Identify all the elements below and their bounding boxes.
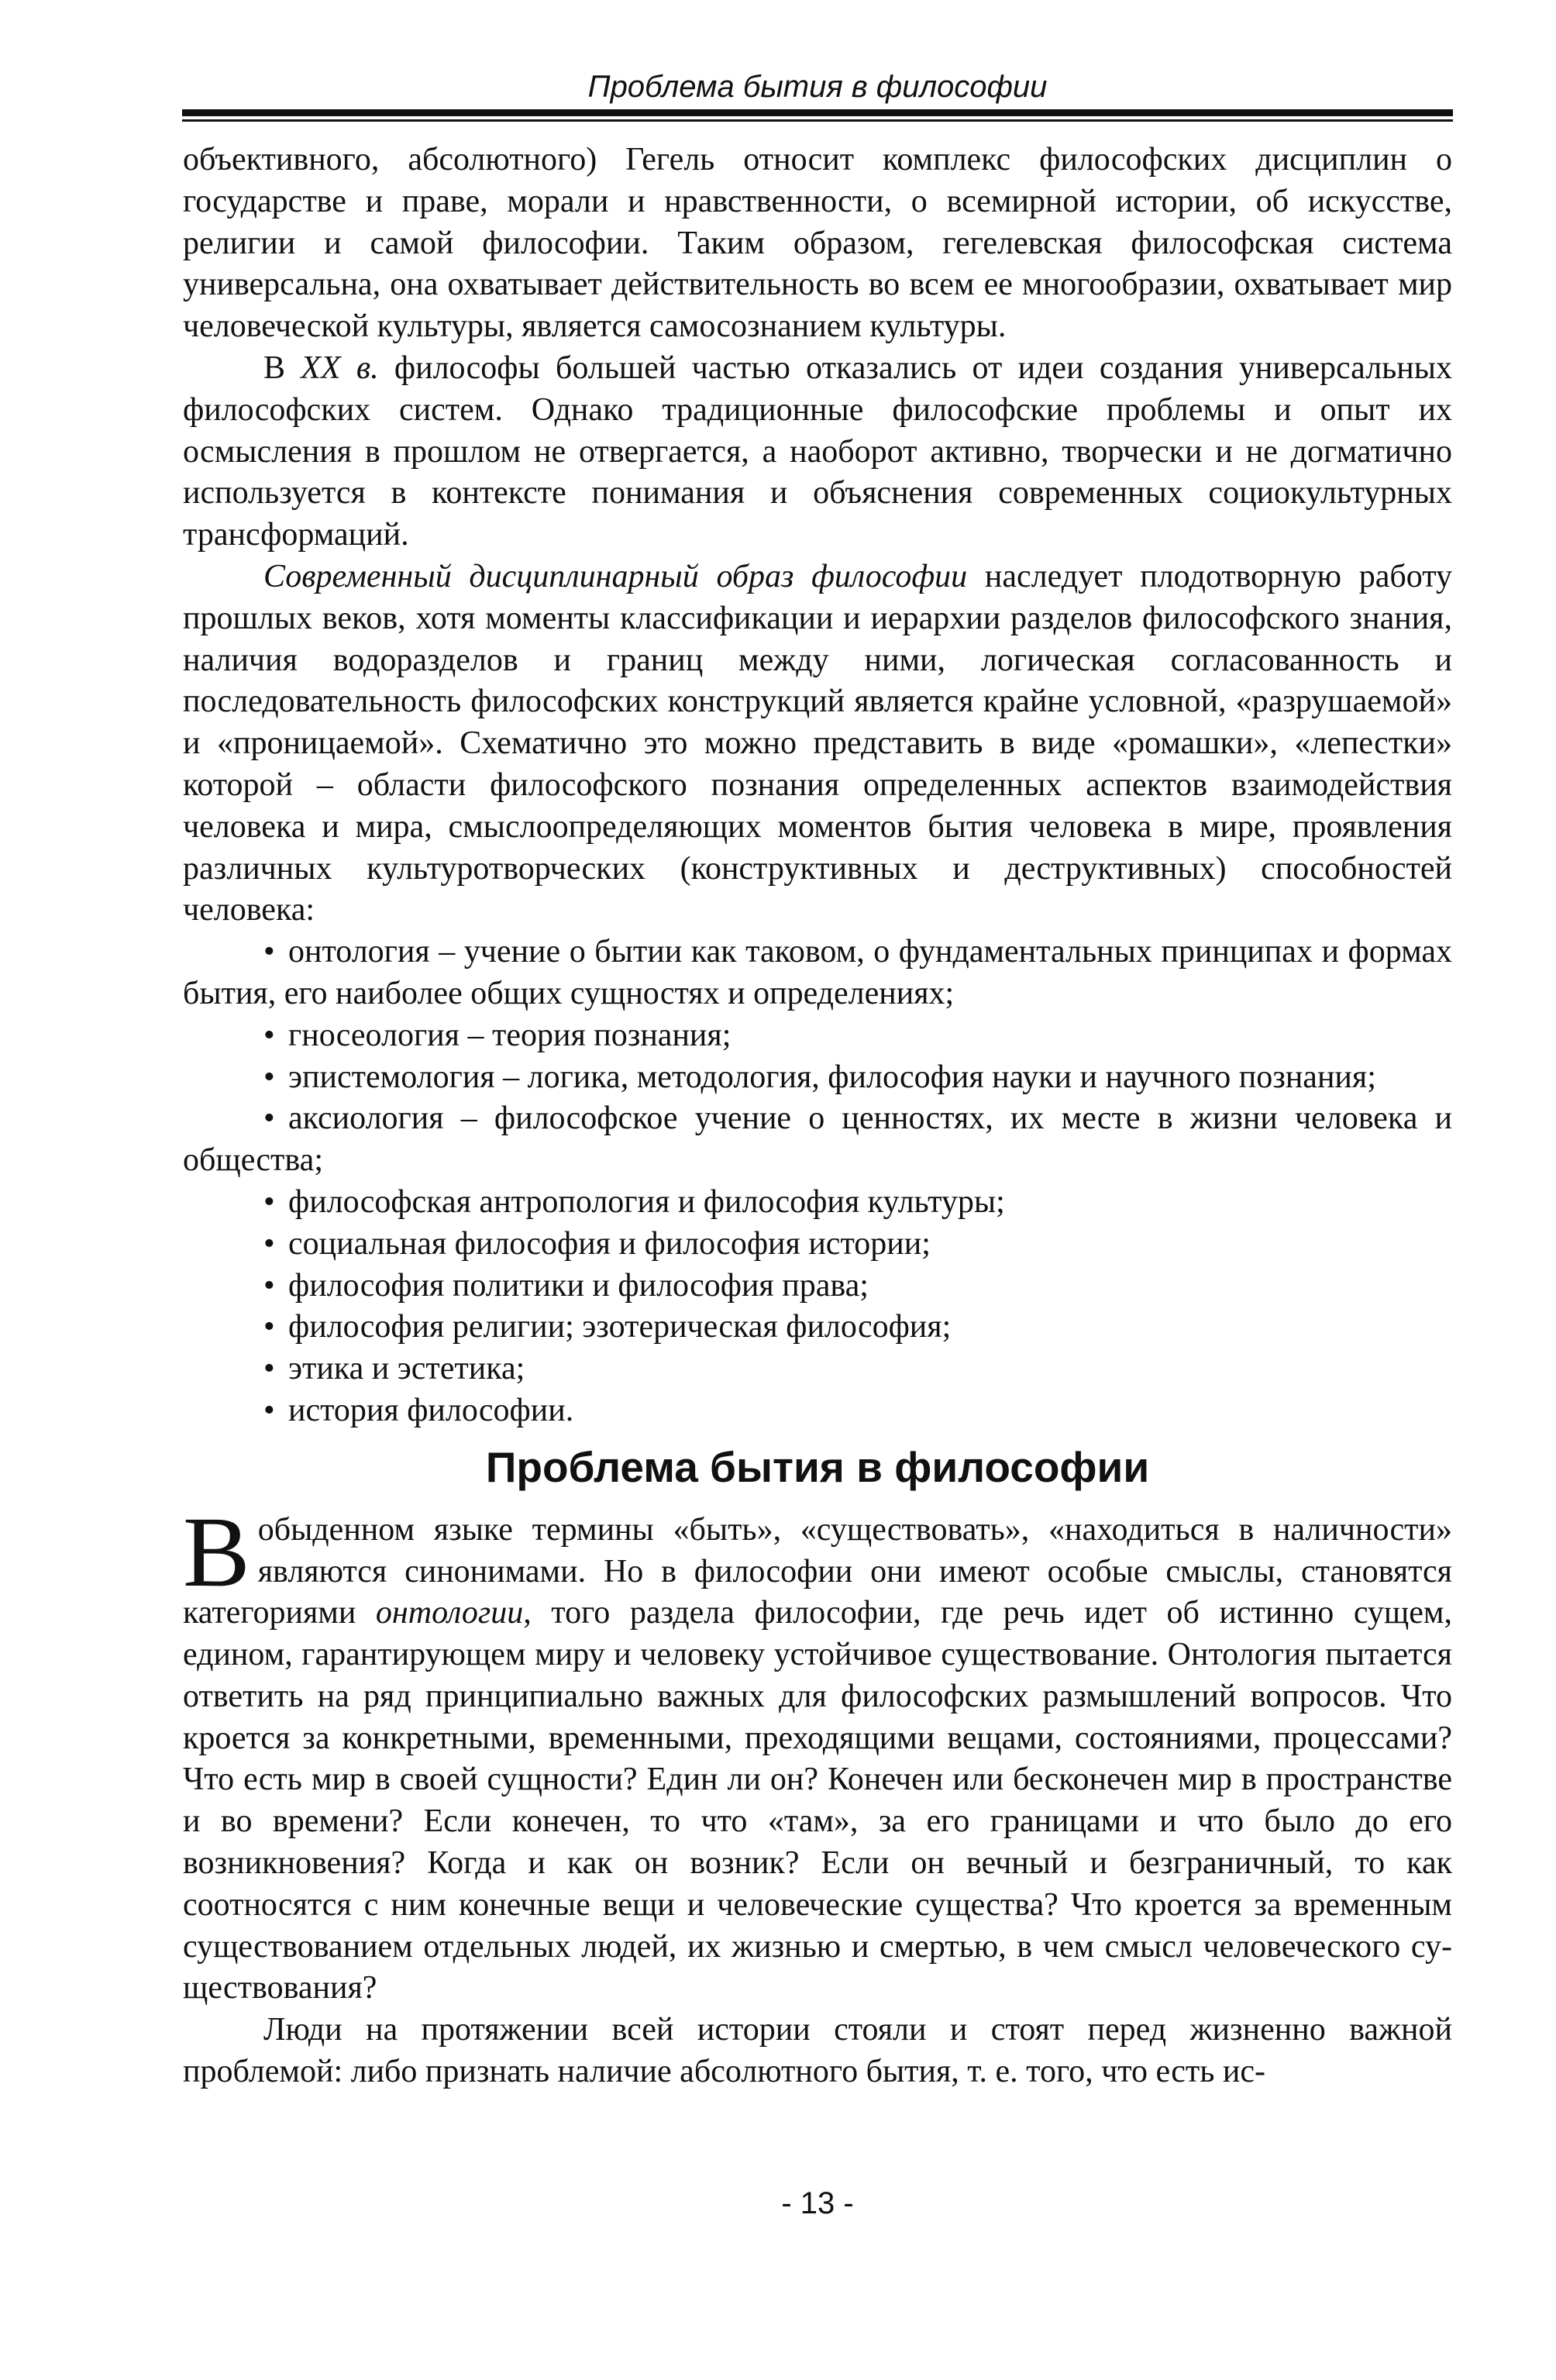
- paragraph-2-text: философы большей частью отказались от идеи создания универсальных философских систем. Однако традиционные философские проблемы и опыт их осмысления в прошлом не отвергается, а наоборот активно, творчески и не догматично используется в контексте понимания и объяснения современных социокультурных трансформаций.: [183, 350, 1453, 553]
- list-item: • философия религии; эзотерическая философия;: [183, 1307, 1452, 1348]
- list-item: • социальная философия и философия истории;: [183, 1224, 1452, 1266]
- bullet-icon: •: [263, 1351, 275, 1387]
- running-head: Проблема бытия в философии: [587, 70, 1048, 104]
- page-body: [183, 139, 1452, 2093]
- bullet-icon: •: [263, 1309, 275, 1345]
- paragraph-3: [183, 556, 1452, 932]
- paragraph-3-term: Современный дисциплинарный образ философии: [263, 558, 968, 594]
- bullet-icon: •: [263, 1225, 275, 1262]
- header-rule-thin: [182, 119, 1453, 122]
- list-item: • аксиология – философское учение о ценностях, их месте в жизни человека и общества;: [183, 1098, 1452, 1182]
- bullet-icon: •: [263, 1017, 275, 1053]
- bullet-icon: •: [263, 934, 275, 970]
- paragraph-4-start: обыденном языке термины «быть», «существовать», «находиться в наличности» являются синонимами. Но в философии они имеют особые смыслы, становятся категориями: [183, 1511, 1452, 1631]
- list-item: • философия политики и философия права;: [183, 1266, 1452, 1307]
- bullet-list: [183, 932, 1452, 1432]
- bullet-icon: •: [263, 1183, 275, 1220]
- century-label: XX в.: [301, 350, 379, 386]
- list-item: • гносеология – теория познания;: [183, 1015, 1452, 1057]
- paragraph-4-text: , того раздела философии, где речь идет об истинно сущем, едином, гарантирующем миру и человеку устойчивое существование. Онтология пытается ответить на ряд принципиально важных для философских размышлений вопросов. Что кроется за конкретными, временными, преходящими вещами, состояниями, процессами? Что есть мир в своей сущности? Един ли он? Конечен или бесконечен мир в пространстве и во времени? Если конечен, то что «там», за его границами и что было до его возникновения? Когда и как он возник? Если он вечный и безграничный, то как соотносятся с ним конечные вещи и человеческие существа? Что кроется за временным существованием отдельных людей, их жизнью и смертью, в чем смысл человеческого существования?: [183, 1595, 1452, 2006]
- paragraph-1: объективного, абсолютного) Гегель относит комплекс философских дисциплин о государстве и праве, морали и нравственности, о всемирной истории, об искусстве, религии и самой философии. Таким образом, гегелевская философская система универсальна, она охватывает действительность во всем ее многообразии, охватывает мир человеческой культуры, является самосознанием культуры.: [183, 142, 1452, 345]
- list-item: • онтология – учение о бытии как таковом, о фундаментальных принципах и формах бытия, его наиболее общих сущностях и определениях;: [183, 932, 1452, 1015]
- header-rule-thick: [182, 109, 1453, 116]
- bullet-icon: •: [263, 1267, 275, 1304]
- list-item: • этика и эстетика;: [183, 1348, 1452, 1390]
- list-item: • философская антропология и философия культуры;: [183, 1182, 1452, 1224]
- paragraph-4: [183, 1496, 1452, 2010]
- list-item: • эпистемология – логика, методология, философия науки и научного познания;: [183, 1057, 1452, 1099]
- drop-cap: В: [183, 1496, 250, 1608]
- page-number: - 13 -: [781, 2186, 854, 2220]
- paragraph-5: Люди на протяжении всей истории стояли и стоят перед жизненно важной проблемой: либо признать наличие абсолютного бытия, т. е. того, что есть ис-: [183, 2012, 1452, 2090]
- paragraph-2-start: В: [263, 350, 301, 386]
- bullet-icon: •: [263, 1392, 275, 1428]
- bullet-icon: •: [263, 1100, 275, 1137]
- ontology-term: онтологии: [375, 1595, 524, 1631]
- paragraph-2: [183, 348, 1452, 556]
- bullet-icon: •: [263, 1059, 275, 1095]
- section-title: Проблема бытия в философии: [485, 1442, 1150, 1491]
- paragraph-3-text: наследует плодотворную работу прошлых веков, хотя моменты классификации и иерархии разделов философского знания, наличия водоразделов и границ между ними, логическая согласованность и последовательность философских конструкций является крайне условной, «разрушаемой» и «проницаемой». Схематично это можно представить в виде «ромашки», «лепестки» которой – области философского познания определенных аспектов взаимодействия человека и мира, смыслоопределяющих моментов бытия человека в мире, проявления различных культуротворческих (конструктивных и деструктивных) способностей человека:: [183, 558, 1452, 928]
- list-item: • история философии.: [183, 1390, 1452, 1432]
